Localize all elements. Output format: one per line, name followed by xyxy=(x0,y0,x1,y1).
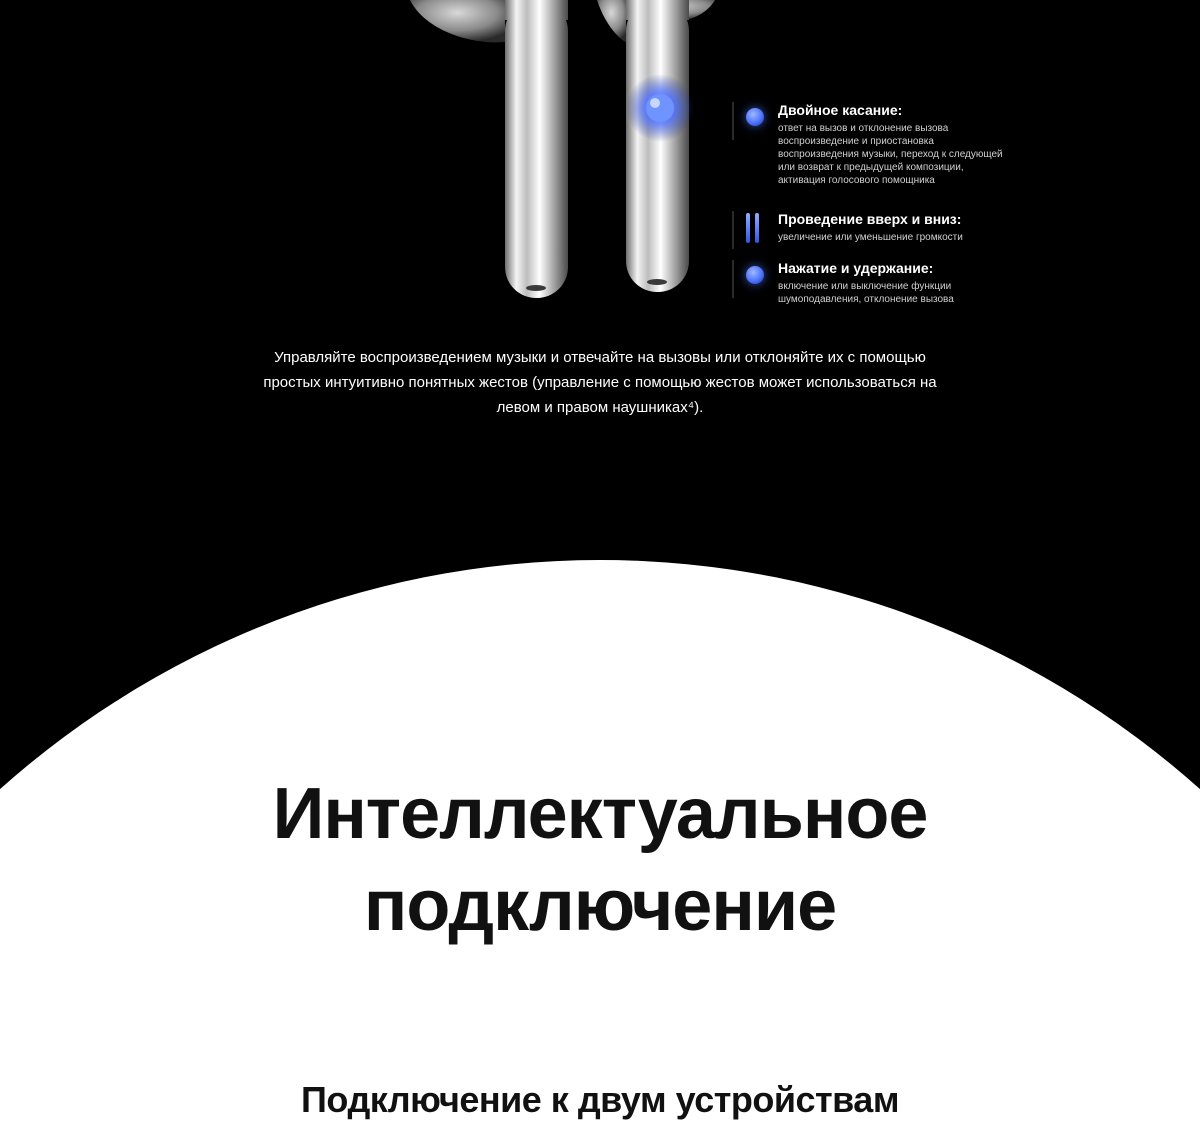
gesture-description: включение или выключение функции шумоподавления, отклонение вызова xyxy=(778,281,954,305)
right-earbud-stem xyxy=(626,0,689,292)
gesture-title: Нажатие и удержание: xyxy=(778,260,934,276)
gesture-title: Проведение вверх и вниз: xyxy=(778,211,962,227)
section-subheading: Подключение к двум устройствам xyxy=(301,1079,899,1120)
left-earbud-head xyxy=(410,0,505,42)
swipe-bars-icon xyxy=(746,213,766,243)
gesture-title: Двойное касание: xyxy=(778,102,903,118)
press-hold-dot-icon xyxy=(746,266,764,284)
right-earbud-head xyxy=(597,0,626,42)
section-heading: Интеллектуальное подключение xyxy=(272,774,928,946)
gesture-caption: Управляйте воспроизведением музыки и отвечайте на вызовы или отклоняйте их с помощью простых интуитивно понятных жестов (управление с помощью жестов может использоваться на левом и правом наушниках⁴). xyxy=(263,349,937,416)
gesture-description: ответ на вызов и отклонение вызова воспроизведение и приостановка воспроизведения музыки, переход к следующей или возврат к предыдущей композиции, активация голосового помощника xyxy=(778,123,1003,186)
left-earbud-stem xyxy=(505,0,568,298)
double-tap-dot-icon xyxy=(746,108,764,126)
gesture-description: увеличение или уменьшение громкости xyxy=(778,232,963,243)
